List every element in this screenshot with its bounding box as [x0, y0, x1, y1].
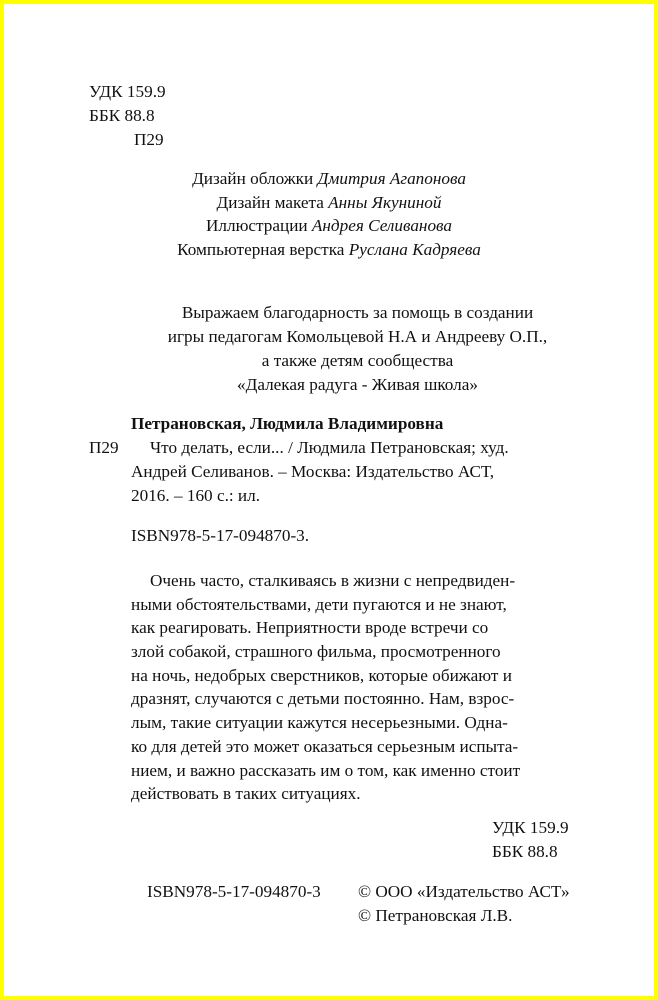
annotation-line: нием, и важно рассказать им о том, как именно стоит [131, 760, 521, 780]
credit-line [4, 167, 654, 191]
annotation-line: ными обстоятельствами, дети пугаются и не знают, [131, 594, 507, 614]
credit-name: Анны Якуниной [328, 192, 442, 212]
credit-line [4, 214, 654, 238]
footer-isbn: ISBN978-5-17-094870-3 [147, 882, 321, 901]
imprint-page [4, 4, 654, 996]
acknowledgement-line: «Далекая радуга - Живая школа» [237, 375, 478, 394]
credit-name: Руслана Кадряева [348, 239, 481, 259]
acknowledgement-line: Выражаем благодарность за помощь в создании [181, 303, 534, 322]
credit-line [4, 191, 654, 215]
annotation-line: ко для детей это может оказаться серьезным испыта- [131, 736, 519, 756]
udk-code: УДК 159.9 [89, 82, 166, 101]
annotation-line: дразнят, случаются с детьми постоянно. Нам, взрос- [131, 689, 515, 709]
annotation-block [131, 569, 583, 806]
acknowledgement-line: игры педагогам Комольцевой Н.А и Андрееву О.П., [167, 327, 548, 346]
credit-line [4, 238, 654, 262]
credit-name: Андрея Селиванова [311, 216, 452, 235]
credits-block [4, 167, 654, 261]
credit-name: Дмитрия Агапонова [317, 169, 466, 188]
annotation-line: действовать в таких ситуациях. [131, 784, 361, 804]
copyright-publisher: © ООО «Издательство АСТ» [358, 882, 570, 901]
annotation-line: лым, такие ситуации кажутся несерьезными. Одна- [131, 713, 508, 733]
acknowledgements-block [4, 301, 658, 397]
credit-label: Иллюстрации [206, 216, 308, 235]
bibliographic-mark: П29 [89, 438, 119, 457]
annotation-line: на ночь, недобрых сверстников, которые обижают и [131, 665, 512, 685]
annotation-line: злой собакой, страшного фильма, просмотренного [131, 642, 501, 662]
bibliographic-line: Что делать, если... / Людмила Петрановская; худ. [150, 438, 509, 457]
author-mark: П29 [134, 130, 164, 149]
bibliographic-line: Андрей Селиванов. – Москва: Издательство АСТ, [131, 462, 494, 481]
footer-udk: УДК 159.9 [492, 818, 569, 837]
author-heading: Петрановская, Людмила Владимировна [131, 414, 444, 433]
annotation-line: Очень часто, сталкиваясь в жизни с непредвиден- [150, 571, 516, 590]
bbk-code: ББК 88.8 [89, 106, 155, 125]
copyright-author: © Петрановская Л.В. [358, 906, 513, 925]
credit-label: Компьютерная верстка [177, 239, 345, 259]
credit-label: Дизайн макета [216, 192, 324, 212]
isbn-record: ISBN978-5-17-094870-3. [131, 526, 310, 545]
footer-bbk: ББК 88.8 [492, 842, 558, 861]
credit-label: Дизайн обложки [192, 169, 314, 188]
acknowledgement-line: а также детям сообщества [261, 351, 454, 370]
bibliographic-line: 2016. – 160 с.: ил. [131, 486, 261, 505]
annotation-line: как реагировать. Неприятности вроде встречи со [131, 618, 489, 638]
